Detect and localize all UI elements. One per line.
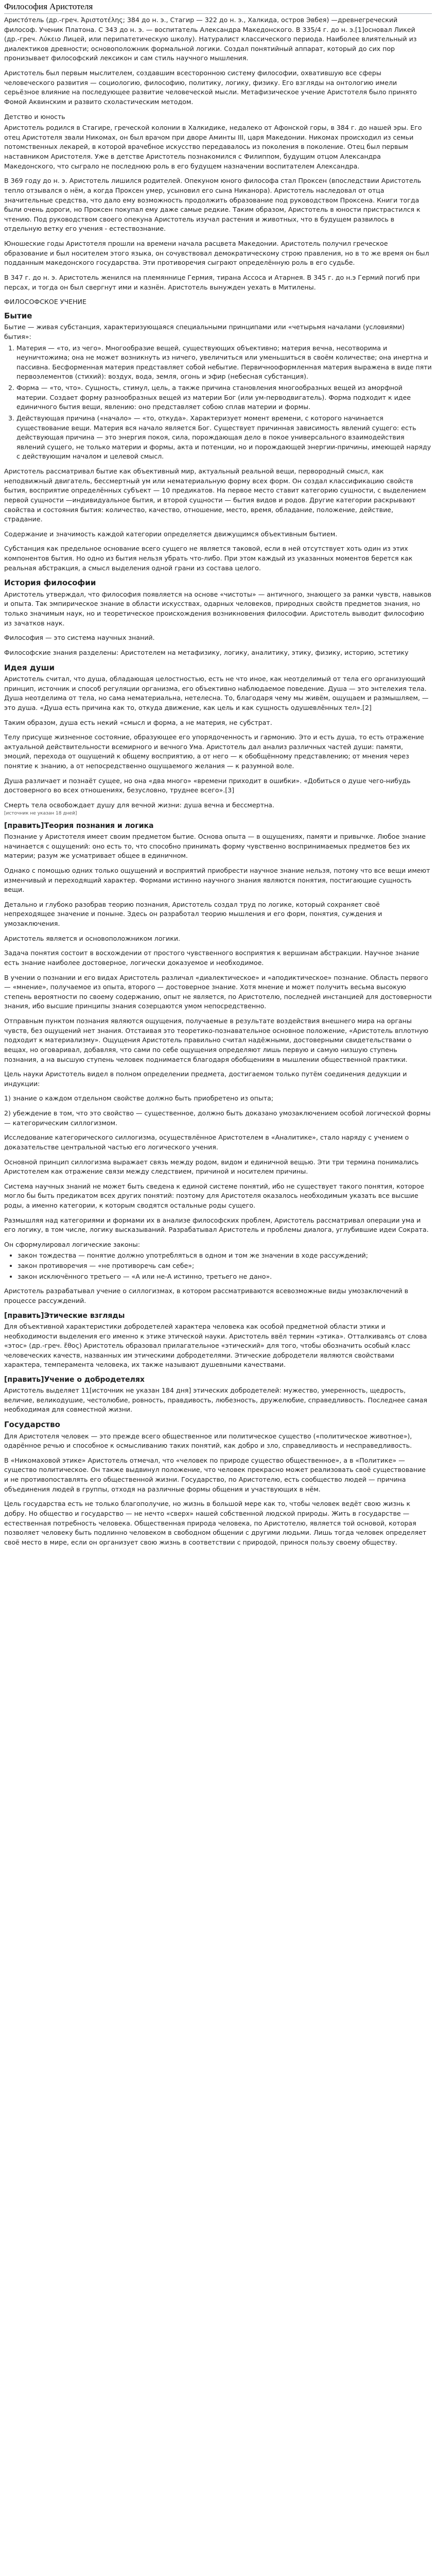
- soul-paragraph-1: Аристотель считал, что душа, обладающая целостностью, есть не что иное, как неотделимый от тела его организующий принцип, источник и способ регуляции организма, его объективно наблюдаемое поведение. Душа — это энтелехия тела. Душа неотделима от тела, но сама нематериальна, нетелесна. То, благодаря чему мы живём, ощущаем и размышляем, — это душа. «Душа есть причина как то, откуда движение, как цель и как сущность одушевлённых тел».[2]: [4, 675, 429, 711]
- list-item: 2. Форма — «то, что». Сущность, стимул, цель, а также причина становления многообразных вещей из аморфной материи. Создает форму разнообразных вещей из материи Бог (или ум-перводвигатель). Форма подходит к идее единичного бытия вещи, явлению: оно представляет собою сплав материи и формы.: [16, 383, 432, 412]
- being-paragraph-2: Содержание и значимость каждой категории определяется движущимся объективным бытием.: [4, 530, 338, 538]
- intro-paragraph-1: Аристо́тель (др.-греч. Ἀριστοτέλης; 384 до н. э., Стагир — 322 до н. э., Халкида, остров Эвбея) —древнегреческий философ. Ученик Платона. С 343 до н. э. — воспитатель Александра Македонского. В 335/4 г. до н. э.[1]основал Ликей (др.-греч. Λύκειο Лицей, или перипатетическую школу). Натуралист классического периода. Наиболее влиятельный из диалектиков древности; основоположник формальной логики. Создал понятийный аппарат, который до сих пор пронизывает философский лексикон и сам стиль научного мышления.: [4, 15, 417, 62]
- ethics-heading: [править]Этические взгляды: [4, 1311, 125, 1320]
- virtues-paragraph-1: Аристотель выделяет 11[источник не указан 184 дня] этических добродетелей: мужество, умеренность, щедрость, величие, великодушие, честолюбие, ровность, правдивость, любезность, дружелюбие, справедливость. Последнее самая необходимая для совместной жизни.: [4, 1386, 428, 1414]
- cognition-paragraph-15: Он сформулировал логические законы:: [4, 1240, 140, 1248]
- history-paragraph-2: Философия — это система научных знаний.: [4, 634, 155, 642]
- cognition-heading: [править]Теория познания и логика: [4, 821, 154, 830]
- being-paragraph-3: Субстанция как предельное основание всего сущего не является таковой, если в ней отсутствует хоть один из этих компонентов бытия. Но одно из бытия нельзя убрать что-либо. При этом каждый из указанных моментов берется как реальная абстракция, а смысл выделения одной грани из состава целого.: [4, 545, 413, 572]
- history-heading: История философии: [4, 578, 96, 588]
- cognition-paragraph-5: Задача понятия состоит в восхождении от простого чувственного восприятия к вершинам абстракции. Научное знание есть знание наиболее достоверное, логически доказуемое и необходимое.: [4, 949, 420, 967]
- intro-paragraph-2: Аристотель был первым мыслителем, создавшим всесторонною систему философии, охватившую все сферы человеческого развития — социологию, философию, политику, логику, физику. Его взгляды на онтологию имели серьёзное влияние на последующее развитие человеческой мысли. Метафизическое учение Аристотеля было принято Фомой Аквинским и развито схоластическим методом.: [4, 69, 417, 106]
- cognition-paragraph-4: Аристотель является и основоположником логики.: [4, 934, 181, 942]
- cognition-paragraph-7: Отправным пунктом познания являются ощущения, получаемые в результате воздействия внешнего мира на органы чувств, без ощущений нет знания. Отстаивая это теоретико-познавательное основное положение, «Аристотель вплотную подходит к материализму». Ощущения Аристотель правильно считал надёжными, достоверными свидетельствами о вещах, но оговаривал, добавляя, что сами по себе ощущения определяют лишь первую и самую низшую ступень познания, а на высшую ступень человек поднимается благодаря обобщениям в мышлении общественной практики.: [4, 1017, 429, 1063]
- virtues-heading: [править]Учение о добродетелях: [4, 1376, 145, 1384]
- cognition-paragraph-11: Исследование категорического силлогизма, осуществлённое Аристотелем в «Аналитике», стало наряду с учением о доказательстве центральной частью его логического учения.: [4, 1133, 409, 1151]
- ethics-paragraph-1: Для объективной характеристики добродетелей характера человека как особой предметной области этики и необходимости выделения его именно к этике этической науки. Аристотель ввёл термин «этика». Отталкиваясь от слова «этос» (др.-греч. ἔθος) Аристотель образовал прилагательное «этический» для того, чтобы обозначить особый класс человеческих качеств, названных им этическими добродетелями. Этические добродетели являются свойствами характера, темперамента человека, их также называют душевными качествами.: [4, 1322, 427, 1369]
- childhood-paragraph-2: В 369 году до н. э. Аристотель лишился родителей. Опекуном юного философа стал Проксен (впоследствии Аристотель тепло отзывался о нём, а когда Проксен умер, усыновил его сына Никанора). Аристотель наследовал от отца значительные средства, что дало ему возможность продолжить образование под руководством Проксена. Книги тогда были очень дороги, но Проксен покупал ему даже самые редкие. Таким образом, Аристотель в юности пристрастился к чтению. Под руководством своего опекуна Аристотель изучал растения и животных, что в будущем развилось в отдельную ветку его учения - естествознание.: [4, 177, 422, 233]
- being-intro: Бытие — живая субстанция, характеризующаяся специальными принципами или «четырьмя началами (условиями) бытия»:: [4, 323, 405, 341]
- cognition-paragraph-1: Познание у Аристотеля имеет своим предметом бытие. Основа опыта — в ощущениях, памяти и привычке. Любое знание начинается с ощущений: оно есть то, что способно принимать форму чувственно воспринимаемых предметов без их материи; разум же усматривает общее в единичном.: [4, 833, 426, 860]
- state-paragraph-2: В «Никомаховой этике» Аристотель отмечал, что «человек по природе существо общественное», а в «Политике» — существо политическое. Он также выдвинул положение, что человек прекрасно может реализовать своё существование и не противопоставлять его общественной жизни. Государство, по Аристотелю, есть сообщество людей — причина объединения людей в группы, отходя на различные формы общения и участвующих в нём.: [4, 1456, 426, 1493]
- state-heading: Государство: [4, 1420, 60, 1430]
- citation-needed-note[interactable]: [источник не указан 18 дней]: [4, 810, 77, 816]
- state-paragraph-1: Для Аристотеля человек — это прежде всего общественное или политическое существо («политическое животное»), одарённое речью и способное к осмысливанию таких понятий, как добро и зло, справедливость и несправедливость.: [4, 1432, 412, 1450]
- cognition-paragraph-3: Детально и глубоко разобрав теорию познания, Аристотель создал труд по логике, который сохраняет своё непреходящее значение и поныне. Здесь он разработал теорию мышления и его форм, понятия, суждения и умозаключения.: [4, 900, 382, 928]
- cognition-paragraph-2: Однако с помощью одних только ощущений и восприятий приобрести научное знание нельзя, потому что все вещи имеют изменчивый и переходящий характер. Формами истинно научного знания являются понятия, постигающие сущность вещи.: [4, 866, 430, 894]
- list-item: • закон тождества — понятие должно употребляться в одном и том же значении в ходе рассуждений;: [18, 1251, 432, 1261]
- soul-paragraph-3: Телу присуще жизненное состояние, образующее его упорядоченность и гармонию. Это и есть душа, то есть отражение актуальной действительности всемирного и вечного Ума. Аристотель дал анализ различных частей души: памяти, эмоций, перехода от ощущений к общему восприятию, а от него — к обобщённому представлению; от мнения через понятие к знанию, а от непосредственно ощущаемого желания — к разумной воле.: [4, 733, 424, 770]
- page-title: Философия Аристотеля: [4, 1, 432, 14]
- cognition-paragraph-9: 1) знание о каждом отдельном свойстве должно быть приобретено из опыта;: [4, 1094, 274, 1103]
- cognition-paragraph-13: Система научных знаний не может быть сведена к единой системе понятий, ибо не существует такого понятия, которое могло бы быть предикатом всех других понятий: поэтому для Аристотеля оказалось необходимым указать все высшие роды, а именно категории, к которым сводятся остальные роды сущего.: [4, 1182, 424, 1210]
- childhood-paragraph-1: Аристотель родился в Стагире, греческой колонии в Халкидике, недалеко от Афонской горы, в 384 г. до нашей эры. Его отец Аристотеля звали Никомах, он был врачом при дворе Аминты III, царя Македонии. Никомах происходил из семьи потомственных лекарей, в которой врачебное искусство передавалось из поколения в поколение. Отец был первым наставником Аристотеля. Уже в детстве Аристотель познакомился с Филиппом, будущим отцом Александра Македонского, что сыграло не последнюю роль в его будущем назначении воспитателем Александра.: [4, 124, 422, 170]
- being-heading: Бытие: [4, 311, 32, 320]
- list-item: 3. Действующая причина («начало» — «то, откуда». Характеризует момент времени, с которого начинается существование вещи. Материя вся начало является Бог. Существует причинная зависимость явлений сущего: есть действующая причина — это энергия покоя, сила, порождающая дело в покое универсального взаимодействия явлений сущего, не только материи и формы, акта и потенции, но и порождающей энергии-причины, имеющей наряду с действующим началом и целевой смысл.: [16, 414, 432, 462]
- history-paragraph-1: Аристотель утверждал, что философия появляется на основе «чистоты» — античного, знающего за рамки чувств, навыков и опыта. Так эмпирическое знание в области искусствах, одарных человеков, природных свойств предметов знания, но только значимым наук, но и теоретическое происхождения возникновения философии. Аристотель выводит философию из зачатков наук.: [4, 590, 432, 627]
- soul-paragraph-4: Душа различает и познаёт сущее, но она «два много» «времени приходит в ошибки». «Добиться о душе чего-нибудь достоверного во всех отношениях, безусловно, труднее всего».[3]: [4, 776, 411, 794]
- being-principles-list: [4, 344, 432, 462]
- state-paragraph-3: Цель государства есть не только благополучие, но жизнь в большой мере как то, чтобы человек ведёт свою жизнь к добру. Но общество и государство — не нечто «сверх» нашей собственной людской природы. Жить в государстве — естественная потребность человека. Общественная природа человека, по Аристотелю, является той основой, которая позволяет человеку быть подлинно человеком в свободном общении с другими людьми. Лишь тогда человек определяет своё место в мире, если он организует свою жизнь в соответствии с природой, принося пользу своему обществу.: [4, 1500, 427, 1546]
- soul-heading: Идея души: [4, 663, 55, 672]
- list-item: • закон противоречия — «не противоречь сам себе»;: [18, 1261, 432, 1271]
- logic-laws-list: [4, 1251, 432, 1282]
- soul-paragraph-2: Таким образом, душа есть некий «смысл и форма, а не материя, не субстрат.: [4, 718, 272, 726]
- list-item: 1. Материя — «то, из чего». Многообразие вещей, существующих объективно; материя вечна, несотворима и неуничтожима; она не может возникнуть из ничего, увеличиться или уменьшиться в своём количестве; она инертна и пассивна. Бесформенная материя представляет собой небытие. Первичнооформленная материя выражена в виде пяти первоэлементов (стихий): воздух, вода, земля, огонь и эфир (небесная субстанция).: [16, 344, 432, 382]
- childhood-paragraph-3: Юношеские годы Аристотеля прошли на времени начала расцвета Македонии. Аристотель получил греческое образование и был носителем этого языка, он сочувствовал демократическому строю правления, но в то же время он был подданным македонского государства. Эти противоречия сыграют определённую роль в его судьбе.: [4, 240, 429, 267]
- cognition-paragraph-12: Основной принцип силлогизма выражает связь между родом, видом и единичной вещью. Эти три термина понимались Аристотелем как отражение связи между следствием, причиной и носителем причины.: [4, 1158, 419, 1176]
- cognition-paragraph-14: Размышляя над категориями и формами их в анализе философских проблем, Аристотель рассматривал операции ума и его логику, в том числе, логику высказываний. Разрабатывал Аристотель и проблемы диалога, углубившие идеи Сократа.: [4, 1216, 429, 1234]
- being-paragraph-1: Аристотель рассматривал бытие как объективный мир, актуальный реальной вещи, первородный смысл, как неподвижный двигатель, бессмертный ум или нематериальную форму всех форм. Он создал классификацию свойств бытия, восприятие определённых субъект — 10 предикатов. На первое место ставит категорию сущности, с выделением первой сущности —индивидуальное бытия, и второй сущности — бытия видов и родов. Другие категории раскрывают свойства и состояния бытия: количество, качество, отношение, место, время, обладание, положение, действие, страдание.: [4, 467, 426, 523]
- childhood-paragraph-4: В 347 г. до н. э. Аристотель женился на племяннице Гермия, тирана Ассоса и Атарнея. В 345 г. до н.э Гермий погиб при персах, и тогда он был свергнут ими и казнён. Аристотель вынужден уехать в Митилены.: [4, 273, 420, 291]
- cognition-paragraph-10: 2) убеждение в том, что это свойство — существенное, должно быть доказано умозаключением особой логической формы — категорическим силлогизмом.: [4, 1109, 431, 1127]
- soul-paragraph-5: Смерть тела освобождает душу для вечной жизни: душа вечна и бессмертна.: [4, 801, 274, 809]
- cognition-paragraph-6: В учении о познании и его видах Аристотель различал «диалектическое» и «аподиктическое» познание. Область первого — «мнение», получаемое из опыта, второго — достоверное знание. Хотя мнение и может получить весьма высокую степень вероятности по своему содержанию, опыт не является, по Аристотелю, последней инстанцией для достоверности знания, ибо высшие принципы знания созерцаются умом непосредственно.: [4, 973, 432, 1010]
- history-paragraph-3: Философские знания разделены: Аристотелем на метафизику, логику, аналитику, этику, физику, историю, эстетику: [4, 648, 409, 656]
- philosophy-label: ФИЛОСОФСКОЕ УЧЕНИЕ: [4, 298, 86, 306]
- cognition-closing: Аристотель разрабатывал учение о силлогизмах, в котором рассматриваются всевозможные виды умозаключений в процессе рассуждений.: [4, 1287, 409, 1305]
- list-item: • закон исключённого третьего — «А или не-А истинно, третьего не дано».: [18, 1272, 432, 1282]
- childhood-heading: Детство и юность: [4, 112, 65, 121]
- cognition-paragraph-8: Цель науки Аристотель видел в полном определении предмета, достигаемом только путём соединения дедукции и индукции:: [4, 1070, 407, 1088]
